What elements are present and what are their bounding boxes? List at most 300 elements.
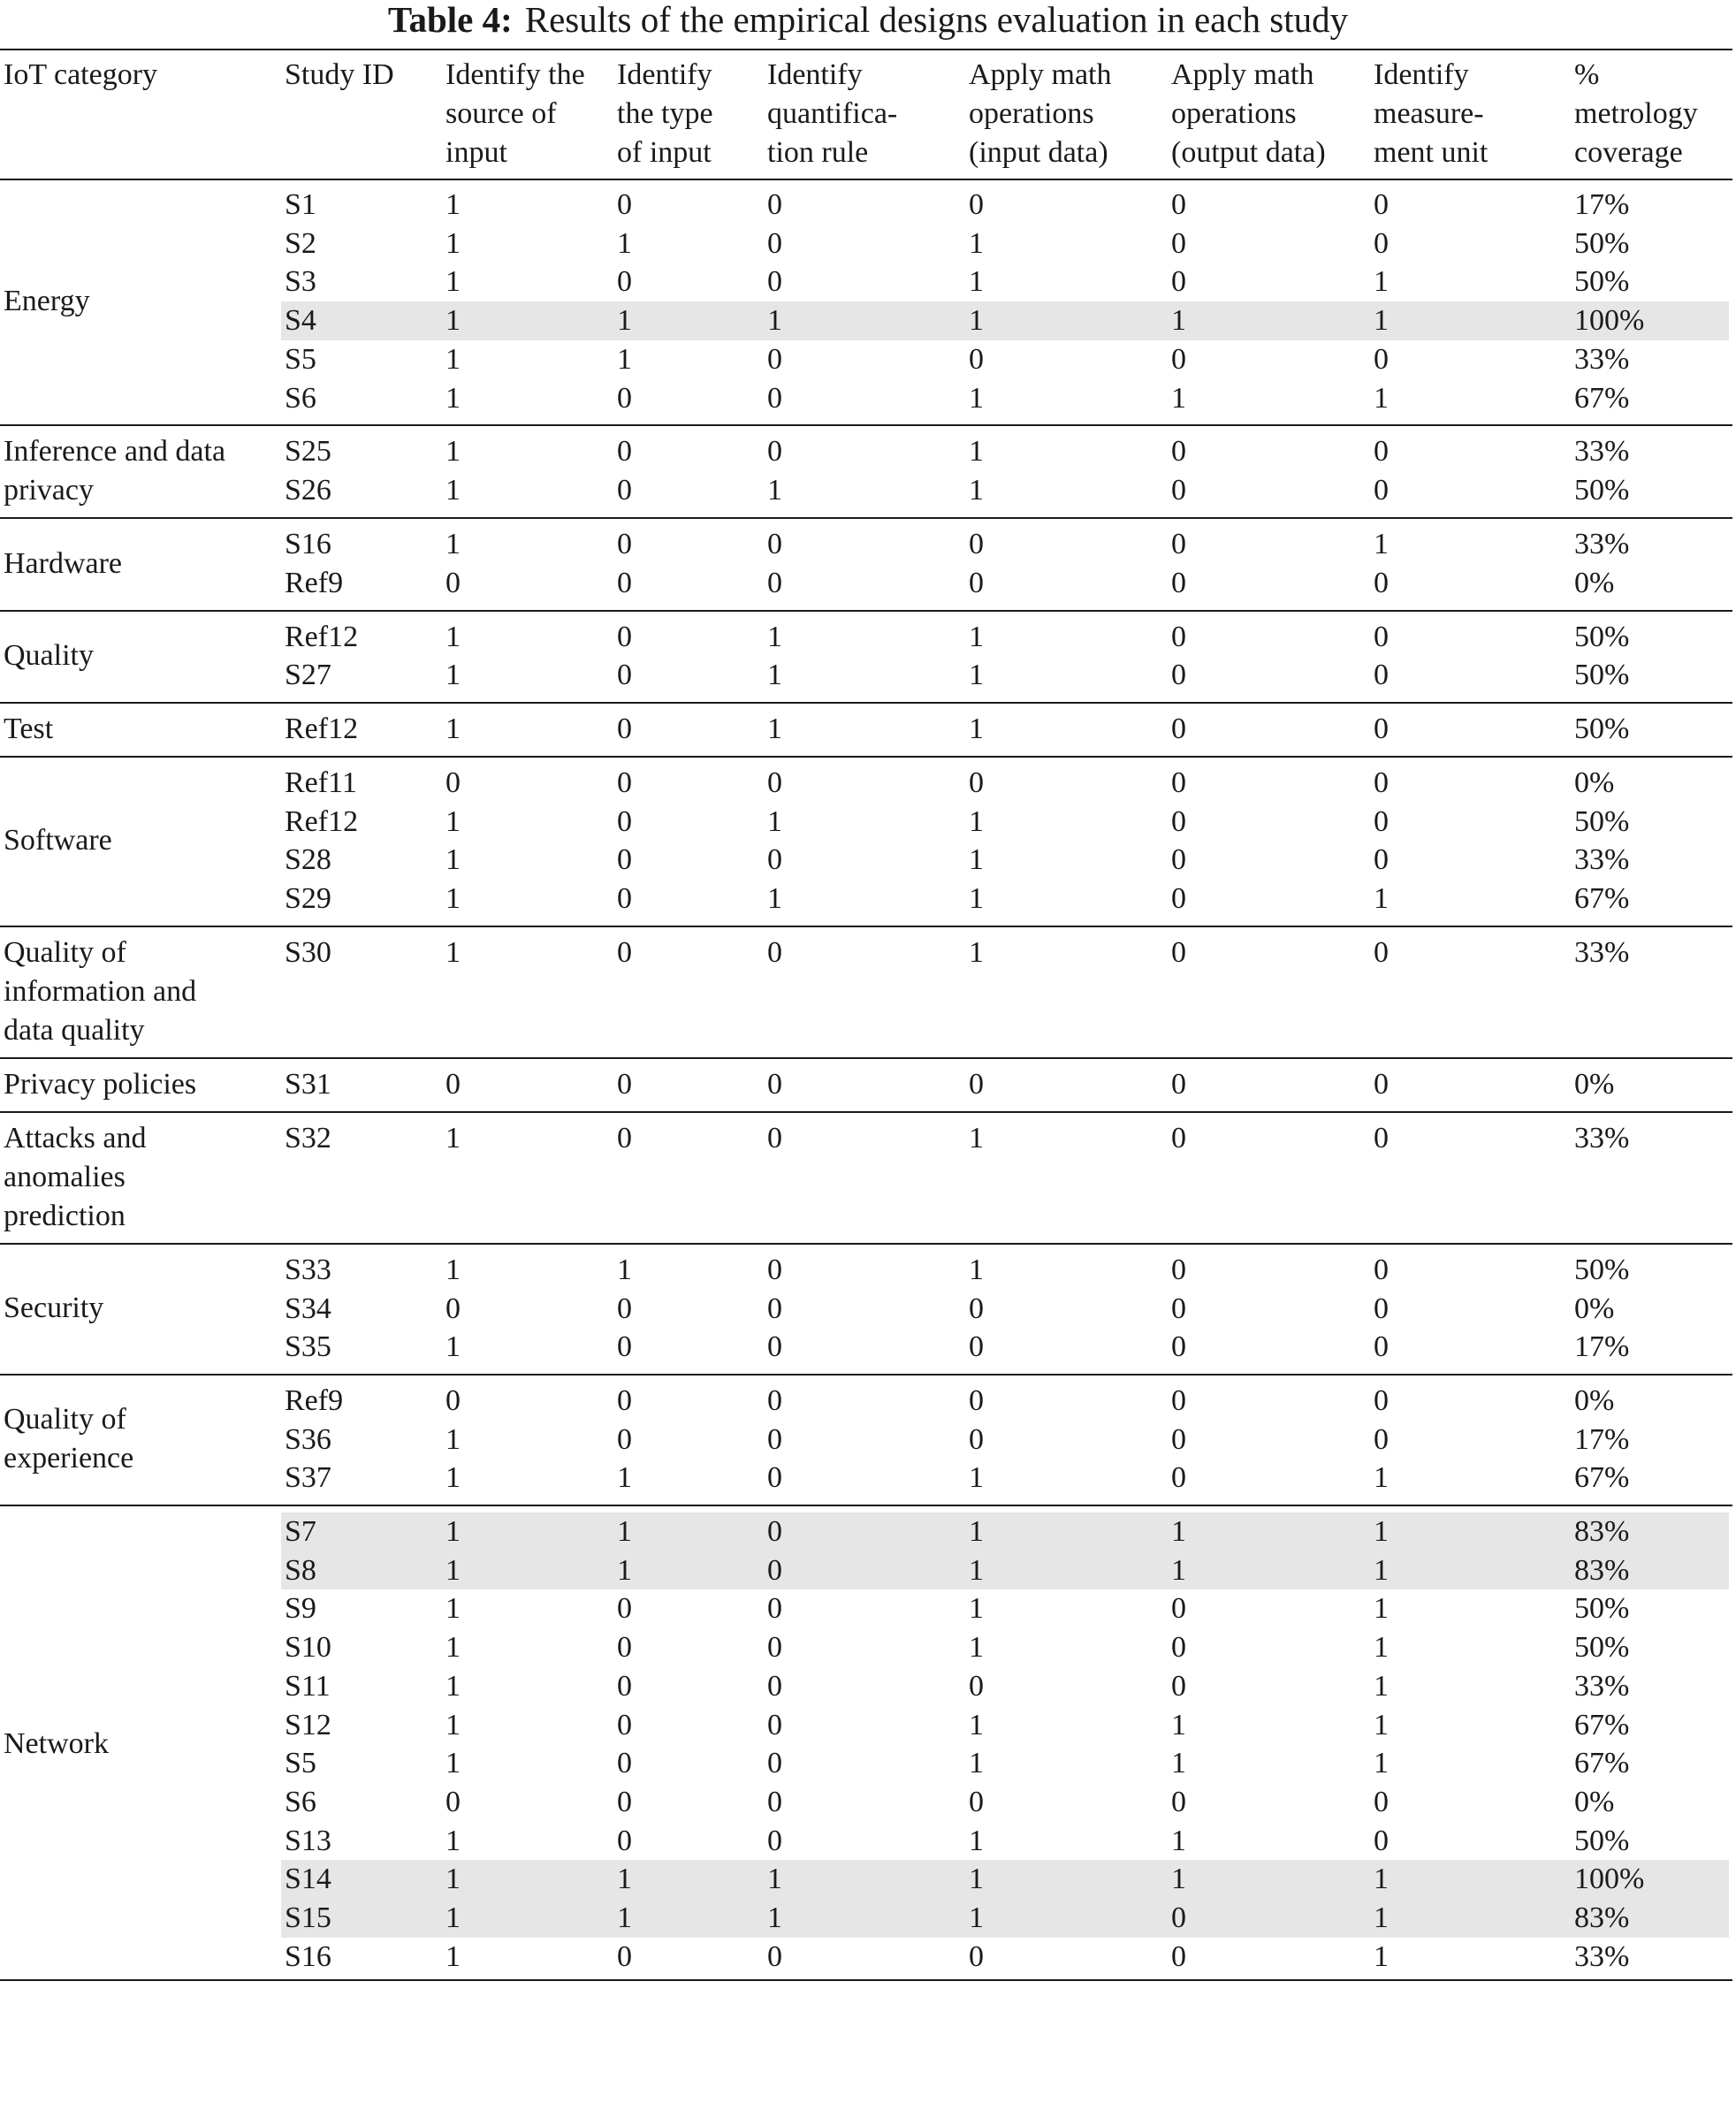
study-id: S29 [285,882,331,916]
value-cell: 1 [1171,1863,1186,1896]
value-cell: 1 [445,1461,461,1495]
value-cell: 1 [445,226,461,260]
value-cell: 1 [617,1863,632,1896]
value-cell: 1 [445,1708,461,1741]
value-cell: 0 [617,188,632,221]
value-cell: 1 [445,304,461,338]
value-cell: 1 [767,804,782,838]
value-cell: 1 [1374,1747,1389,1780]
value-cell: 1 [617,1553,632,1587]
value-cell: 0 [1171,1292,1186,1325]
study-id: Ref9 [285,1383,344,1417]
coverage-cell: 50% [1574,659,1630,692]
value-cell: 0 [969,1939,984,1973]
group-divider [0,1374,1732,1375]
value-cell: 1 [969,1708,984,1741]
value-cell: 1 [969,473,984,507]
value-cell: 1 [969,882,984,916]
study-id: S5 [285,342,316,376]
value-cell: 1 [1374,1515,1389,1548]
value-cell: 0 [1171,1330,1186,1364]
coverage-cell: 0% [1574,1292,1615,1325]
value-cell: 1 [969,1824,984,1857]
header-cell: Study ID [285,58,394,91]
value-cell: 1 [969,804,984,838]
header-cell: source of [445,97,557,130]
group-divider [0,1057,1732,1059]
value-cell: 1 [617,304,632,338]
header-cell: Identify [767,58,863,91]
value-cell: 0 [767,1461,782,1495]
value-cell: 1 [445,1592,461,1626]
study-id: S15 [285,1901,331,1934]
value-cell: 0 [767,435,782,469]
value-cell: 1 [445,1422,461,1456]
value-cell: 1 [617,226,632,260]
category-label: anomalies [4,1160,126,1193]
value-cell: 0 [1171,620,1186,653]
value-cell: 1 [445,1121,461,1154]
study-id: S27 [285,659,331,692]
study-id: S33 [285,1253,331,1286]
value-cell: 0 [767,1631,782,1665]
value-cell: 1 [1374,304,1389,338]
study-id: Ref12 [285,620,359,653]
value-cell: 0 [1171,566,1186,599]
coverage-cell: 67% [1574,1461,1630,1495]
category-label: Quality [4,639,94,673]
value-cell: 0 [1171,473,1186,507]
study-id: S34 [285,1292,331,1325]
value-cell: 0 [1374,1330,1389,1364]
value-cell: 1 [445,1747,461,1780]
top-rule [0,49,1732,50]
value-cell: 0 [767,1824,782,1857]
value-cell: 0 [445,1292,461,1325]
coverage-cell: 33% [1574,1669,1630,1703]
value-cell: 0 [617,1121,632,1154]
value-cell: 0 [969,1785,984,1818]
value-cell: 0 [1171,1901,1186,1934]
header-cell: (output data) [1171,136,1326,169]
value-cell: 0 [767,1330,782,1364]
value-cell: 0 [617,1669,632,1703]
coverage-cell: 0% [1574,1785,1615,1818]
value-cell: 0 [767,1708,782,1741]
value-cell: 0 [617,1422,632,1456]
header-cell: metrology [1574,97,1698,130]
value-cell: 1 [969,1253,984,1286]
value-cell: 0 [1374,1121,1389,1154]
value-cell: 0 [1171,843,1186,877]
group-divider [0,610,1732,612]
value-cell: 0 [617,381,632,415]
value-cell: 0 [617,1330,632,1364]
study-id: S12 [285,1708,331,1741]
value-cell: 1 [445,1253,461,1286]
value-cell: 0 [969,766,984,799]
study-id: S35 [285,1330,331,1364]
coverage-cell: 33% [1574,435,1630,469]
coverage-cell: 33% [1574,935,1630,969]
header-cell: Apply math [969,58,1112,91]
value-cell: 0 [617,1708,632,1741]
table-title: Results of the empirical designs evaluation in each study [524,0,1349,40]
value-cell: 1 [445,381,461,415]
value-cell: 1 [969,1631,984,1665]
study-id: S13 [285,1824,331,1857]
coverage-cell: 0% [1574,1067,1615,1101]
group-divider [0,1111,1732,1113]
value-cell: 0 [767,935,782,969]
coverage-cell: 83% [1574,1553,1630,1587]
value-cell: 0 [767,843,782,877]
category-label: information and [4,974,197,1008]
value-cell: 1 [1171,1747,1186,1780]
coverage-cell: 50% [1574,1824,1630,1857]
value-cell: 0 [1374,1253,1389,1286]
row-highlight [281,1513,1729,1551]
coverage-cell: 50% [1574,804,1630,838]
value-cell: 0 [1171,659,1186,692]
value-cell: 1 [617,1461,632,1495]
study-id: S14 [285,1863,331,1896]
value-cell: 0 [767,766,782,799]
study-id: S36 [285,1422,331,1456]
value-cell: 0 [445,566,461,599]
group-divider [0,424,1732,426]
value-cell: 1 [445,1553,461,1587]
value-cell: 0 [1171,804,1186,838]
value-cell: 0 [1171,935,1186,969]
row-highlight [281,1860,1729,1899]
value-cell: 1 [1374,1592,1389,1626]
coverage-cell: 33% [1574,843,1630,877]
coverage-cell: 17% [1574,188,1630,221]
value-cell: 1 [445,620,461,653]
value-cell: 1 [969,381,984,415]
category-label: Quality of [4,935,126,969]
group-divider [0,702,1732,704]
value-cell: 0 [617,1067,632,1101]
value-cell: 0 [1171,342,1186,376]
value-cell: 0 [1171,1383,1186,1417]
study-id: Ref12 [285,804,359,838]
value-cell: 1 [445,712,461,745]
group-divider [0,926,1732,927]
value-cell: 1 [1171,381,1186,415]
header-rule [0,179,1732,180]
value-cell: 0 [617,1592,632,1626]
value-cell: 0 [969,1422,984,1456]
value-cell: 1 [445,1939,461,1973]
value-cell: 1 [445,804,461,838]
header-cell: IoT category [4,58,158,91]
value-cell: 0 [969,566,984,599]
value-cell: 1 [445,935,461,969]
study-id: S30 [285,935,331,969]
value-cell: 1 [969,620,984,653]
value-cell: 0 [1171,435,1186,469]
header-cell: operations [969,97,1094,130]
value-cell: 0 [1374,1067,1389,1101]
coverage-cell: 50% [1574,1592,1630,1626]
category-label: prediction [4,1199,126,1232]
coverage-cell: 0% [1574,766,1615,799]
table-caption [0,0,1736,41]
value-cell: 0 [969,528,984,561]
group-divider [0,756,1732,758]
coverage-cell: 67% [1574,1747,1630,1780]
study-id: S16 [285,1939,331,1973]
value-cell: 0 [617,1939,632,1973]
value-cell: 1 [767,304,782,338]
value-cell: 1 [969,935,984,969]
value-cell: 1 [617,1515,632,1548]
coverage-cell: 33% [1574,528,1630,561]
header-cell: Apply math [1171,58,1314,91]
value-cell: 1 [445,528,461,561]
value-cell: 0 [767,1121,782,1154]
header-cell: Identify [1374,58,1469,91]
value-cell: 0 [1171,882,1186,916]
group-divider [0,517,1732,519]
value-cell: 0 [767,1515,782,1548]
value-cell: 0 [1171,1121,1186,1154]
coverage-cell: 33% [1574,1939,1630,1973]
study-id: S10 [285,1631,331,1665]
coverage-cell: 33% [1574,342,1630,376]
value-cell: 1 [969,435,984,469]
coverage-cell: 50% [1574,1253,1630,1286]
value-cell: 1 [445,1863,461,1896]
value-cell: 0 [767,381,782,415]
value-cell: 0 [617,935,632,969]
value-cell: 0 [617,843,632,877]
value-cell: 1 [1374,1939,1389,1973]
value-cell: 1 [445,435,461,469]
value-cell: 0 [1374,1824,1389,1857]
value-cell: 0 [445,1785,461,1818]
value-cell: 0 [445,1383,461,1417]
value-cell: 1 [1374,1669,1389,1703]
value-cell: 0 [617,882,632,916]
header-cell: input [445,136,507,169]
value-cell: 0 [445,766,461,799]
value-cell: 0 [767,1383,782,1417]
value-cell: 1 [969,1515,984,1548]
value-cell: 0 [1171,1631,1186,1665]
value-cell: 0 [1171,265,1186,299]
header-cell: of input [617,136,712,169]
value-cell: 0 [1374,804,1389,838]
value-cell: 1 [1171,1515,1186,1548]
value-cell: 0 [969,188,984,221]
value-cell: 1 [767,620,782,653]
value-cell: 1 [1171,1553,1186,1587]
value-cell: 0 [617,528,632,561]
value-cell: 0 [1374,226,1389,260]
study-id: S11 [285,1669,331,1703]
study-id: S2 [285,226,316,260]
value-cell: 1 [969,1592,984,1626]
value-cell: 1 [1171,1708,1186,1741]
value-cell: 1 [969,659,984,692]
value-cell: 0 [1374,342,1389,376]
value-cell: 0 [617,766,632,799]
value-cell: 1 [767,1901,782,1934]
value-cell: 1 [969,226,984,260]
category-label: Quality of [4,1403,126,1436]
value-cell: 0 [1171,528,1186,561]
study-id: S32 [285,1121,331,1154]
value-cell: 0 [617,1292,632,1325]
row-highlight [281,1551,1729,1590]
value-cell: 1 [1374,1461,1389,1495]
value-cell: 0 [1171,712,1186,745]
value-cell: 1 [969,843,984,877]
value-cell: 0 [1171,1592,1186,1626]
value-cell: 0 [1374,1785,1389,1818]
value-cell: 1 [445,1330,461,1364]
value-cell: 0 [617,1785,632,1818]
value-cell: 0 [1171,1253,1186,1286]
value-cell: 0 [617,435,632,469]
value-cell: 0 [1171,188,1186,221]
value-cell: 0 [767,1253,782,1286]
study-id: S26 [285,473,331,507]
value-cell: 0 [1171,1785,1186,1818]
header-cell: tion rule [767,136,869,169]
value-cell: 1 [445,1901,461,1934]
value-cell: 0 [617,804,632,838]
value-cell: 1 [969,1121,984,1154]
value-cell: 0 [617,1824,632,1857]
value-cell: 1 [767,882,782,916]
value-cell: 1 [969,1901,984,1934]
value-cell: 0 [767,1592,782,1626]
coverage-cell: 17% [1574,1422,1630,1456]
coverage-cell: 50% [1574,473,1630,507]
value-cell: 1 [767,712,782,745]
coverage-cell: 33% [1574,1121,1630,1154]
value-cell: 1 [445,265,461,299]
bottom-rule [0,1979,1732,1981]
value-cell: 0 [767,1747,782,1780]
value-cell: 1 [969,712,984,745]
value-cell: 0 [617,1383,632,1417]
study-id: S16 [285,528,331,561]
value-cell: 1 [617,1901,632,1934]
value-cell: 1 [969,304,984,338]
value-cell: 0 [969,1292,984,1325]
coverage-cell: 17% [1574,1330,1630,1364]
value-cell: 0 [617,473,632,507]
study-id: Ref12 [285,712,359,745]
value-cell: 1 [1374,381,1389,415]
study-id: S9 [285,1592,316,1626]
value-cell: 0 [1171,1067,1186,1101]
header-cell: quantifica- [767,97,898,130]
header-cell: measure- [1374,97,1484,130]
value-cell: 1 [969,1747,984,1780]
study-id: S3 [285,265,316,299]
value-cell: 1 [1374,1631,1389,1665]
category-label: Software [4,824,112,857]
row-highlight [281,301,1729,340]
value-cell: 0 [617,265,632,299]
value-cell: 0 [617,712,632,745]
header-cell: Identify [617,58,712,91]
value-cell: 1 [1171,304,1186,338]
table-label: Table 4: [387,0,513,40]
header-cell: coverage [1574,136,1683,169]
value-cell: 1 [445,1669,461,1703]
value-cell: 0 [969,1383,984,1417]
value-cell: 1 [969,1461,984,1495]
value-cell: 0 [617,566,632,599]
value-cell: 0 [1171,766,1186,799]
value-cell: 0 [969,1669,984,1703]
coverage-cell: 50% [1574,712,1630,745]
coverage-cell: 50% [1574,1631,1630,1665]
header-cell: % [1574,58,1600,91]
study-id: S5 [285,1747,316,1780]
study-id: S37 [285,1461,331,1495]
study-id: S28 [285,843,331,877]
value-cell: 1 [445,473,461,507]
category-label: Inference and data [4,434,226,468]
coverage-cell: 0% [1574,566,1615,599]
value-cell: 0 [1374,1383,1389,1417]
study-id: Ref11 [285,766,357,799]
value-cell: 0 [767,1669,782,1703]
value-cell: 0 [1374,766,1389,799]
study-id: S6 [285,1785,316,1818]
value-cell: 0 [617,620,632,653]
value-cell: 1 [445,1515,461,1548]
header-cell: Identify the [445,58,585,91]
study-id: S1 [285,188,316,221]
value-cell: 0 [969,342,984,376]
value-cell: 1 [969,265,984,299]
header-cell: the type [617,97,713,130]
value-cell: 1 [445,1824,461,1857]
group-divider [0,1505,1732,1506]
value-cell: 1 [767,1863,782,1896]
value-cell: 0 [1374,1422,1389,1456]
value-cell: 0 [767,188,782,221]
value-cell: 0 [969,1067,984,1101]
coverage-cell: 0% [1574,1383,1615,1417]
category-label: Test [4,712,54,745]
coverage-cell: 100% [1574,304,1645,338]
value-cell: 1 [1171,1824,1186,1857]
value-cell: 1 [1374,528,1389,561]
category-label: experience [4,1442,134,1475]
value-cell: 1 [767,659,782,692]
coverage-cell: 83% [1574,1901,1630,1934]
category-label: privacy [4,473,94,507]
category-label: Privacy policies [4,1067,197,1101]
value-cell: 0 [1374,843,1389,877]
header-cell: operations [1171,97,1297,130]
value-cell: 0 [617,1747,632,1780]
value-cell: 0 [767,1553,782,1587]
value-cell: 1 [445,659,461,692]
value-cell: 0 [767,1939,782,1973]
value-cell: 0 [767,1785,782,1818]
